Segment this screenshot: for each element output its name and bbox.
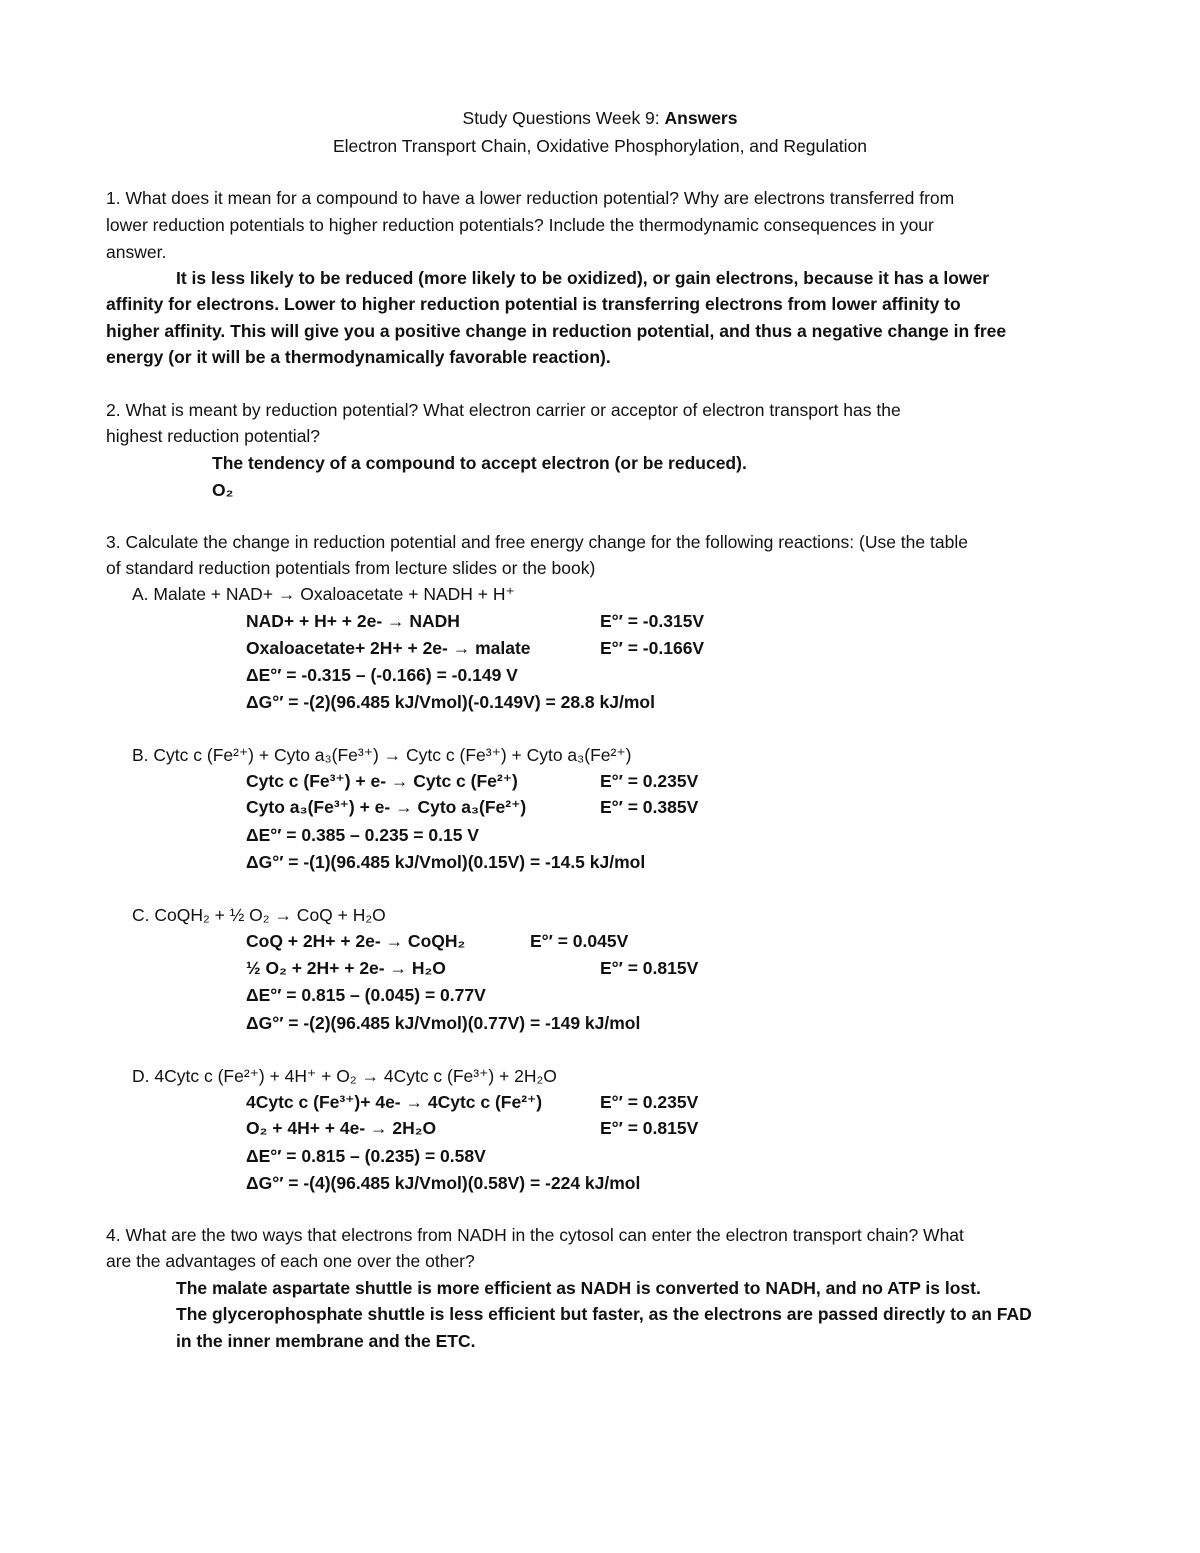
q3-part-d-half-reaction-1: 4Cytc c (Fe³⁺)+ 4e- → 4Cytc c (Fe²⁺)	[246, 1092, 543, 1112]
q3-part-c-potential-2: E°′ = 0.815V	[600, 958, 699, 978]
q4-answer-line: in the inner membrane and the ETC.	[176, 1331, 476, 1351]
q1-question-line: answer.	[106, 242, 167, 262]
q3-part-a-header: A. Malate + NAD+ → Oxaloacetate + NADH + H⁺	[132, 584, 515, 604]
q3-part-a-delta-e: ΔE°′ = -0.315 – (-0.166) = -0.149 V	[246, 665, 518, 685]
q1-answer-line: higher affinity. This will give you a positive change in reduction potential, and thus a negative change in free	[106, 321, 1007, 341]
q3-part-d-half-reaction-2: O₂ + 4H+ + 4e- → 2H₂O	[246, 1118, 437, 1138]
document-subtitle: Electron Transport Chain, Oxidative Phosphorylation, and Regulation	[332, 136, 868, 156]
q4-question-line: are the advantages of each one over the other?	[106, 1251, 475, 1271]
q3-part-c-delta-e: ΔE°′ = 0.815 – (0.045) = 0.77V	[246, 985, 486, 1005]
q3-part-a-half-reaction-2: Oxaloacetate+ 2H+ + 2e- → malate	[246, 638, 531, 658]
q1-answer-line: It is less likely to be reduced (more likely to be oxidized), or gain electrons, because it has a lower	[176, 268, 990, 288]
q3-part-c-potential-1: E°′ = 0.045V	[530, 931, 629, 951]
q4-question-line: 4. What are the two ways that electrons from NADH in the cytosol can enter the electron transport chain? What	[106, 1225, 964, 1245]
q2-question-line: highest reduction potential?	[106, 426, 321, 446]
q3-part-c-header: C. CoQH₂ + ½ O₂ → CoQ + H₂O	[132, 905, 386, 925]
q3-part-d-delta-g: ΔG°′ = -(4)(96.485 kJ/Vmol)(0.58V) = -224 kJ/mol	[246, 1173, 641, 1193]
title-prefix: Study Questions Week 9:	[462, 108, 665, 128]
q3-part-c-delta-g: ΔG°′ = -(2)(96.485 kJ/Vmol)(0.77V) = -149 kJ/mol	[246, 1013, 641, 1033]
title-answers: Answers	[664, 108, 738, 128]
q3-part-a-delta-g: ΔG°′ = -(2)(96.485 kJ/Vmol)(-0.149V) = 28.8 kJ/mol	[246, 692, 655, 712]
q3-question-line: 3. Calculate the change in reduction potential and free energy change for the following reactions: (Use the table	[106, 532, 968, 552]
q4-answer-line: The glycerophosphate shuttle is less efficient but faster, as the electrons are passed directly to an FAD	[176, 1304, 1032, 1324]
q1-answer-line: affinity for electrons. Lower to higher reduction potential is transferring electrons from lower affinity to	[106, 294, 961, 314]
q3-part-c-half-reaction-1: CoQ + 2H+ + 2e- → CoQH₂	[246, 931, 466, 951]
q3-part-d-header: D. 4Cytc c (Fe²⁺) + 4H⁺ + O₂ → 4Cytc c (Fe³⁺) + 2H₂O	[132, 1066, 557, 1086]
q4-answer-line: The malate aspartate shuttle is more efficient as NADH is converted to NADH, and no ATP is lost.	[176, 1278, 981, 1298]
document-title	[0, 107, 1200, 129]
q1-answer-line: energy (or it will be a thermodynamically favorable reaction).	[106, 347, 611, 367]
q3-part-a-potential-1: E°′ = -0.315V	[600, 611, 705, 631]
q3-part-b-half-reaction-1: Cytc c (Fe³⁺) + e- → Cytc c (Fe²⁺)	[246, 771, 518, 791]
q3-part-c-half-reaction-2: ½ O₂ + 2H+ + 2e- → H₂O	[246, 958, 446, 978]
q2-answer-line: The tendency of a compound to accept electron (or be reduced).	[212, 453, 747, 473]
q1-question-line: 1. What does it mean for a compound to have a lower reduction potential? Why are electrons transferred from	[106, 188, 955, 208]
q3-part-a-potential-2: E°′ = -0.166V	[600, 638, 705, 658]
q2-question-line: 2. What is meant by reduction potential? What electron carrier or acceptor of electron transport has the	[106, 400, 901, 420]
q3-part-b-half-reaction-2: Cyto a₃(Fe³⁺) + e- → Cyto a₃(Fe²⁺)	[246, 797, 527, 817]
q3-part-b-potential-2: E°′ = 0.385V	[600, 797, 699, 817]
q3-part-d-potential-2: E°′ = 0.815V	[600, 1118, 699, 1138]
q3-part-b-potential-1: E°′ = 0.235V	[600, 771, 699, 791]
q2-answer-line: O₂	[212, 480, 234, 500]
q1-question-line: lower reduction potentials to higher reduction potentials? Include the thermodynamic consequences in your	[106, 215, 934, 235]
q3-part-d-delta-e: ΔE°′ = 0.815 – (0.235) = 0.58V	[246, 1146, 486, 1166]
q3-part-b-header: B. Cytc c (Fe²⁺) + Cyto a₃(Fe³⁺) → Cytc c (Fe³⁺) + Cyto a₃(Fe²⁺)	[132, 745, 632, 765]
q3-part-a-half-reaction-1: NAD+ + H+ + 2e- → NADH	[246, 611, 460, 631]
q3-part-b-delta-e: ΔE°′ = 0.385 – 0.235 = 0.15 V	[246, 825, 479, 845]
q3-part-b-delta-g: ΔG°′ = -(1)(96.485 kJ/Vmol)(0.15V) = -14.5 kJ/mol	[246, 852, 646, 872]
q3-question-line: of standard reduction potentials from lecture slides or the book)	[106, 558, 596, 578]
q3-part-d-potential-1: E°′ = 0.235V	[600, 1092, 699, 1112]
